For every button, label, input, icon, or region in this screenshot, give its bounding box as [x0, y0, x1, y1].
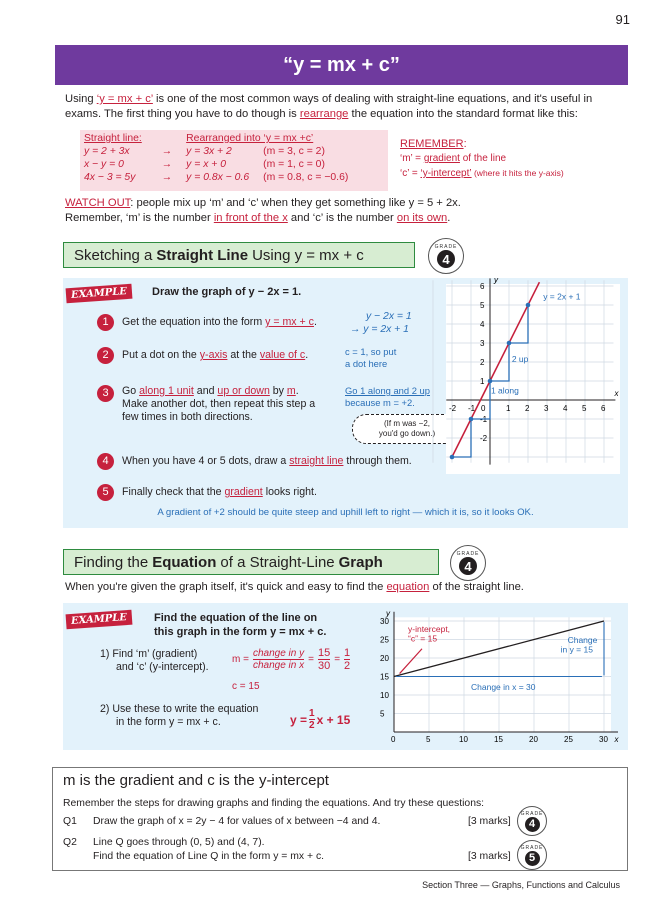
y-tick-label: 3: [480, 339, 485, 348]
page-title: “y = mx + c”: [55, 45, 628, 85]
line-label: y = 2x + 1: [543, 291, 581, 302]
x-tick-label: 4: [563, 404, 568, 413]
grade-badge: GRADE 4: [517, 806, 547, 836]
question-q1: Q1 Draw the graph of x = 2y − 4 for values of x between −4 and 4. [3 marks]: [63, 816, 511, 827]
up-label: 2 up: [511, 354, 529, 364]
change-x-label: Change in x = 30: [471, 682, 536, 693]
page-number: 91: [615, 12, 630, 27]
data-point: [526, 303, 531, 308]
y-tick-label: -1: [480, 415, 488, 424]
x-tick-label: 6: [601, 404, 606, 413]
graph1-background: [446, 284, 620, 474]
intro-link-rearrange: rearrange: [299, 108, 349, 120]
page-footer: Section Three — Graphs, Functions and Calculus: [422, 880, 620, 890]
graph1-content: [433, 275, 620, 474]
table-row: x − y = 0 → y = x + 0 (m = 1, c = 0): [84, 159, 325, 170]
x-tick-label: -2: [449, 404, 457, 413]
x-tick-label: 2: [525, 404, 530, 413]
x-tick-label: 0: [391, 735, 396, 744]
y-tick-label: 2: [480, 358, 485, 367]
step-3: 3 Go along 1 unit and up or down by m. Make another dot, then repeat this step a few times in both directions.: [97, 385, 315, 424]
grade-badge: GRADE 5: [517, 840, 547, 870]
x-axis-label: x: [614, 389, 619, 398]
y-tick-label: 4: [480, 320, 485, 329]
write-equation-step: 2) Use these to write the equation in the form y = mx + c.: [100, 703, 259, 728]
summary-box: [52, 767, 628, 871]
y-tick-label: 5: [480, 301, 485, 310]
y-tick-label: 20: [380, 654, 389, 663]
question-q2: Q2 Line Q goes through (0, 5) and (4, 7). Find the equation of Line Q in the form y = mx + c. [3 marks]: [63, 837, 511, 862]
change-y-label: in y = 15: [560, 644, 593, 655]
note-c-value: c = 1, so put a dot here: [345, 346, 397, 369]
x-tick-label: 25: [564, 735, 573, 744]
section-heading-finding: Finding the Equation of a Straight-Line Graph: [63, 549, 439, 575]
y-tick-label: 10: [380, 691, 389, 700]
summary-intro: Remember the steps for drawing graphs and finding the equations. And try these questions:: [63, 798, 485, 809]
section-heading-sketching: Sketching a Straight Line Using y = mx + c: [63, 242, 415, 268]
graph-y-2x-plus-1: [446, 275, 620, 474]
y-tick-label: 30: [380, 617, 389, 626]
step-4: 4 When you have 4 or 5 dots, draw a straight line through them.: [97, 453, 412, 470]
intercept-label: y-intercept,: [408, 624, 451, 635]
step-1: 1 Get the equation into the form y = mx + c.: [97, 314, 317, 331]
example-title: Draw the graph of y − 2x = 1.: [152, 286, 302, 298]
y-axis-label: y: [386, 608, 390, 618]
note-go-along: Go 1 along and 2 up because m = +2.: [345, 385, 430, 408]
intercept-label: “c” = 15: [408, 633, 438, 644]
example-tag: EXAMPLE: [66, 284, 133, 304]
intro-link-ymxc: ‘y = mx + c’: [96, 93, 153, 105]
watch-out-note: WATCH OUT: people mix up ‘m’ and ‘c’ when they get something like y = 5 + 2x. Remember, ‘m’ is the number in front of the x and ‘c’ is the number on its own.: [65, 197, 461, 224]
gradient-calculation: m = change in y change in x = $\frac{15}{30}$ = $\frac{1}{2}$: [232, 647, 351, 672]
section2-intro: When you're given the graph itself, it's quick and easy to find the equation of the straight line.: [65, 581, 524, 593]
x-tick-label: 5: [582, 404, 587, 413]
summary-heading: m is the gradient and c is the y-intercept: [63, 772, 329, 789]
y-tick-label: -2: [480, 434, 488, 443]
header-straight-line: Straight line:: [84, 133, 142, 144]
table-row: y = 2 + 3x → y = 3x + 2 (m = 3, c = 2): [84, 146, 325, 157]
data-point: [469, 417, 474, 422]
thought-cloud: (If m was −2, you'd go down.): [352, 414, 462, 444]
rearrange-table: [84, 132, 354, 184]
y-axis-label: y: [494, 275, 498, 285]
remember-note: REMEMBER: ‘m’ = gradient of the line ‘c’ = ‘y-intercept’ (where it hits the y-axis): [400, 138, 564, 179]
y-tick-label: 15: [380, 672, 389, 682]
example-tag: EXAMPLE: [66, 610, 133, 630]
y-tick-label: 6: [480, 282, 485, 291]
table-row: 4x − 3 = 5y → y = 0.8x − 0.6 (m = 0.8, c = −0.6): [84, 172, 349, 183]
y-tick-label: 1: [480, 377, 485, 386]
y-tick-label: 25: [380, 635, 389, 645]
c-value: c = 15: [232, 681, 260, 692]
x-tick-label: 5: [426, 735, 431, 744]
data-point: [488, 379, 493, 384]
x-axis-label: x: [614, 735, 619, 744]
graph-find-equation: [372, 608, 628, 750]
header-rearranged: Rearranged into ‘y = mx +c’: [186, 133, 314, 144]
graph2-content: [380, 609, 620, 744]
intro-paragraph: Using ‘y = mx + c’ is one of the most common ways of dealing with straight-line equations, and it's useful in exams. The first thing you have to do though is rearrange the equation into the standard format like this:: [65, 93, 593, 120]
x-tick-label: 10: [459, 735, 468, 744]
step-5: 5 Finally check that the gradient looks right.: [97, 484, 317, 501]
along-label: 1 along: [490, 385, 519, 396]
data-point: [450, 455, 455, 460]
x-tick-label: -1: [468, 404, 476, 413]
rearrange-box: [80, 130, 388, 191]
note-rearranged: y − 2x = 1 → y = 2x + 1: [350, 311, 412, 335]
find-m-c-step: 1) Find ‘m’ (gradient) and ‘c’ (y-intercept).: [100, 648, 209, 673]
x-tick-label: 1: [506, 404, 511, 413]
grade-badge: GRADE 4: [450, 545, 486, 581]
change-y-label: Change: [567, 635, 598, 646]
x-tick-label: 20: [529, 735, 538, 744]
gradient-conclusion: A gradient of +2 should be quite steep and uphill left to right — which it is, so it looks OK.: [157, 507, 534, 518]
step-2: 2 Put a dot on the y-axis at the value of c.: [97, 347, 308, 364]
y-tick-label: 5: [380, 709, 385, 719]
final-equation: y = $\frac{1}{2}$ x + 15: [290, 708, 351, 731]
origin-label: 0: [481, 404, 486, 413]
x-tick-label: 3: [544, 404, 549, 413]
data-point: [507, 341, 512, 346]
x-tick-label: 30: [599, 735, 608, 744]
x-tick-label: 15: [494, 735, 503, 744]
example-title: Find the equation of the line on this graph in the form y = mx + c.: [154, 612, 327, 638]
grade-badge: GRADE 4: [428, 238, 464, 274]
